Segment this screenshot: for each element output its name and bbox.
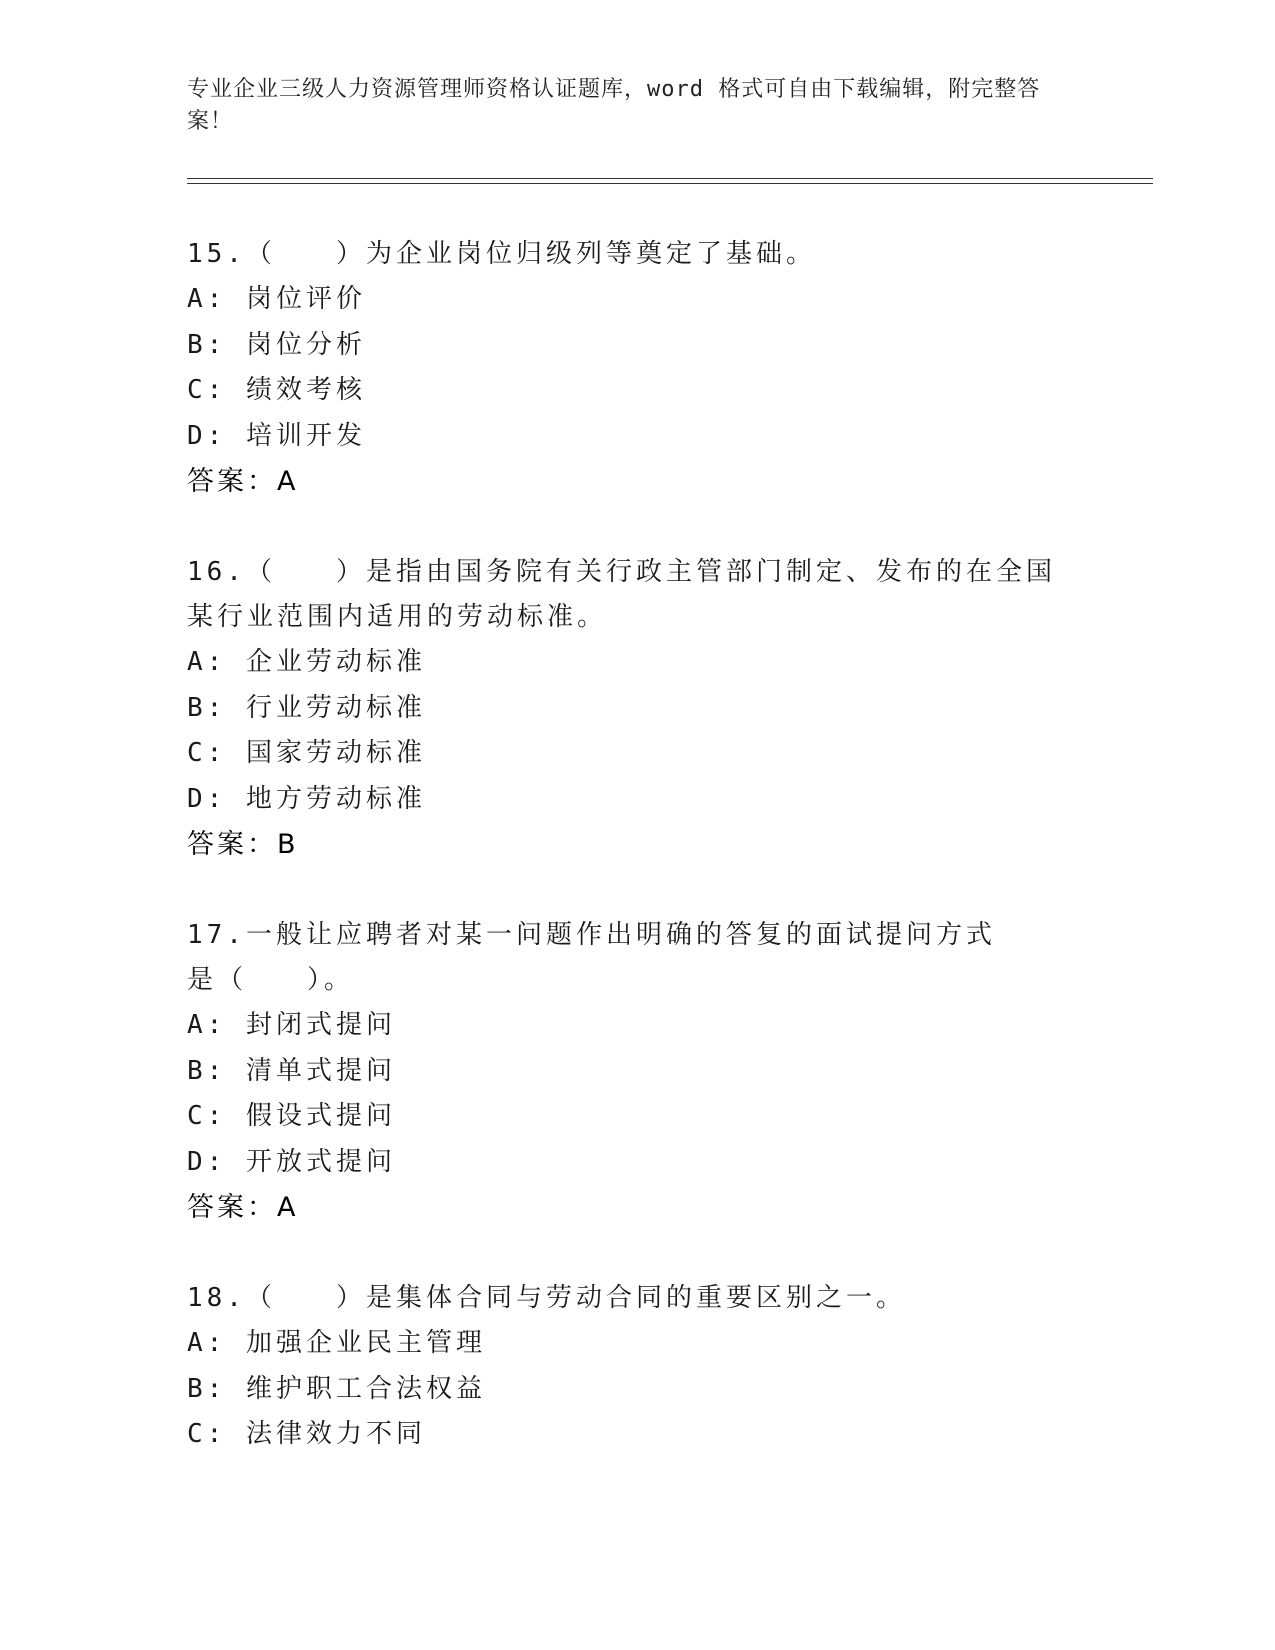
question-list	[187, 232, 1087, 1503]
question-stem: 16.（ ）是指由国务院有关行政主管部门制定、发布的在全国某行业范围内适用的劳动标准。	[187, 557, 1056, 632]
question-item	[187, 232, 1087, 505]
option-b: B: 维护职工合法权益	[187, 1373, 486, 1404]
option-c: C: 法律效力不同	[187, 1419, 426, 1449]
option-b: B: 岗位分析	[187, 329, 366, 360]
option-a: A: 加强企业民主管理	[187, 1328, 486, 1358]
question-stem: 18.（ ）是集体合同与劳动合同的重要区别之一。	[187, 1283, 906, 1313]
option-d: D: 培训开发	[187, 420, 366, 451]
answer-label: 答案：A	[187, 466, 299, 497]
question-item	[187, 550, 1087, 868]
question-item	[187, 1276, 1087, 1458]
option-c: C: 绩效考核	[187, 375, 366, 405]
header-divider-second	[187, 183, 1153, 184]
option-a: A: 封闭式提问	[187, 1010, 396, 1040]
option-d: D: 地方劳动标准	[187, 783, 426, 814]
header-divider	[187, 178, 1153, 179]
option-c: C: 国家劳动标准	[187, 738, 426, 768]
answer-label: 答案：B	[187, 829, 299, 860]
option-d: D: 开放式提问	[187, 1146, 396, 1177]
option-a: A: 岗位评价	[187, 284, 366, 314]
option-a: A: 企业劳动标准	[187, 647, 426, 677]
question-stem: 17.一般让应聘者对某一问题作出明确的答复的面试提问方式是（ ）。	[187, 920, 996, 995]
header-note: 专业企业三级人力资源管理师资格认证题库，word 格式可自由下载编辑，附完整答案！	[187, 77, 1041, 134]
answer-label: 答案：A	[187, 1192, 299, 1223]
question-item	[187, 913, 1087, 1231]
question-stem: 15.（ ）为企业岗位归级列等奠定了基础。	[187, 239, 816, 269]
option-c: C: 假设式提问	[187, 1101, 396, 1131]
option-b: B: 行业劳动标准	[187, 692, 426, 723]
option-b: B: 清单式提问	[187, 1055, 396, 1086]
